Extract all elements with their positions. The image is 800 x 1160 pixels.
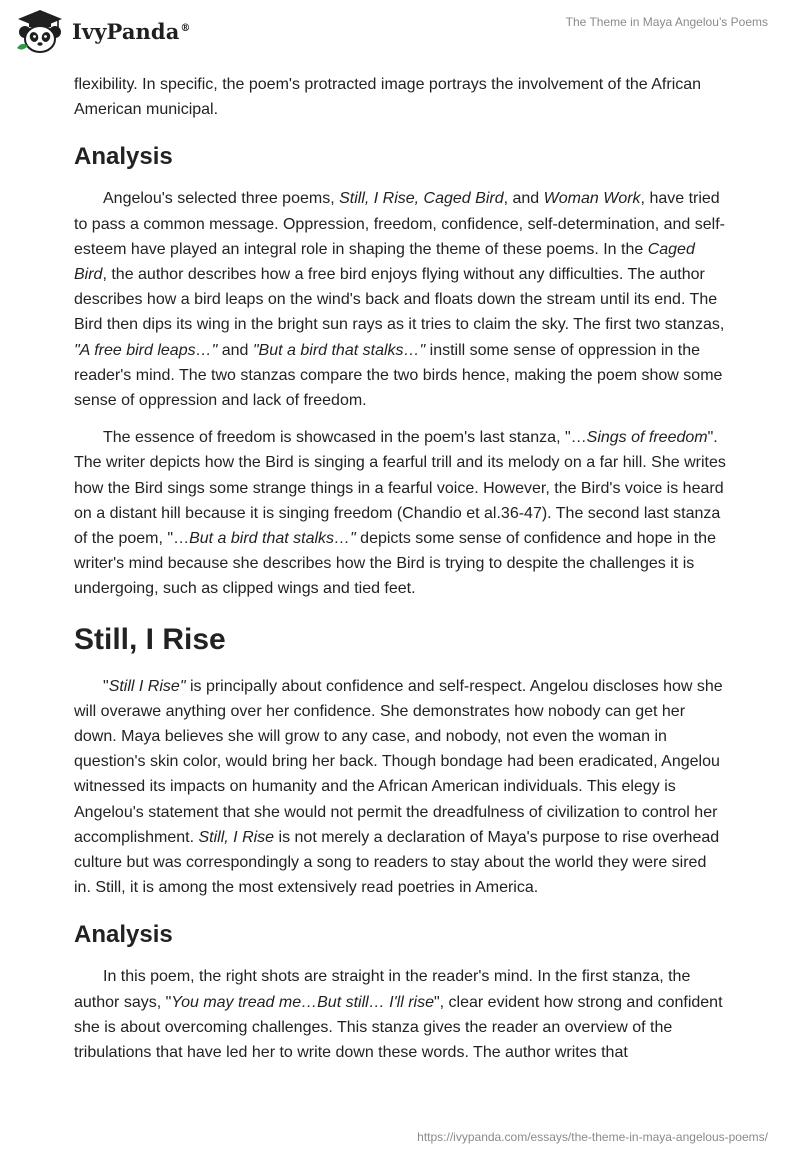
paragraph-caged-bird-analysis: Angelou's selected three poems, Still, I Rise, Caged Bird, and Woman Work, have tried to pass a common message. Oppression, freedom, confidence, self-determination, and self-esteem have played an integral role in shaping the theme of these poems. In the Caged Bird, the author describes how a free bird enjoys flying without any difficulties. The author describes how a bird leaps on the wind's back and floats down the stream until its end. The Bird then dips its wing in the bright sun rays as it tries to claim the sky. The first two stanzas, "A free bird leaps…" and "But a bird that stalks…" instill some sense of oppression in the reader's mind. The two stanzas compare the two birds hence, making the poem show some sense of oppression and lack of freedom. [74, 190, 725, 410]
heading-analysis-caged-bird: Analysis [74, 143, 173, 171]
document-title: The Theme in Maya Angelou’s Poems [565, 15, 768, 29]
panda-graduate-icon [14, 8, 66, 54]
heading-still-i-rise: Still, I Rise [74, 622, 226, 656]
paragraph-still-i-rise-analysis: In this poem, the right shots are straight in the reader's mind. In the first stanza, the author says, "You may tread me…But still… I'll rise", clear evident how strong and confident she is about overcoming challenges. This stanza gives the reader an overview of the tribulations that have led her to write down these words. The author writes that [74, 968, 723, 1062]
page-header [0, 0, 800, 64]
paragraph-still-i-rise: "Still I Rise" is principally about confidence and self-respect. Angelou discloses how she will overawe anything over her confidence. She demonstrates how nobody can get her down. Maya believes she will grow to any case, and nobody, not even the woman in question's skin color, would bring her back. Though bondage had been eradicated, Angelou witnessed its impacts on humanity and the African American individuals. This elegy is Angelou's statement that she would not permit the dreadfulness of civilization to control her accomplishment. Still, I Rise is not merely a declaration of Maya's purpose to rise overhead culture but was correspondingly a song to readers to stay about the world they were sired in. Still, it is among the most extensively read poetries in America. [74, 677, 723, 897]
source-url[interactable]: https://ivypanda.com/essays/the-theme-in-maya-angelous-poems/ [417, 1130, 768, 1144]
ivypanda-logo[interactable] [14, 8, 191, 54]
article-body [74, 72, 726, 1065]
paragraph-intro-continuation: flexibility. In specific, the poem's protracted image portrays the involvement of the African American municipal. [74, 76, 702, 119]
brand-name: IvyPanda® [72, 18, 191, 44]
heading-analysis-still-i-rise: Analysis [74, 921, 173, 949]
paragraph-essence-of-freedom: The essence of freedom is showcased in the poem's last stanza, "…Sings of freedom". The writer depicts how the Bird is singing a fearful trill and its melody on a far hill. She writes how the Bird sings some strange things in a fearful voice. However, the Bird's voice is heard on a distant hill because it is singing freedom (Chandio et al.36-47). The second last stanza of the poem, "…But a bird that stalks…" depicts some sense of confidence and hope in the writer's mind because she describes how the Bird is trying to despite the challenges it is undergoing, such as clipped wings and tied feet. [74, 429, 726, 598]
